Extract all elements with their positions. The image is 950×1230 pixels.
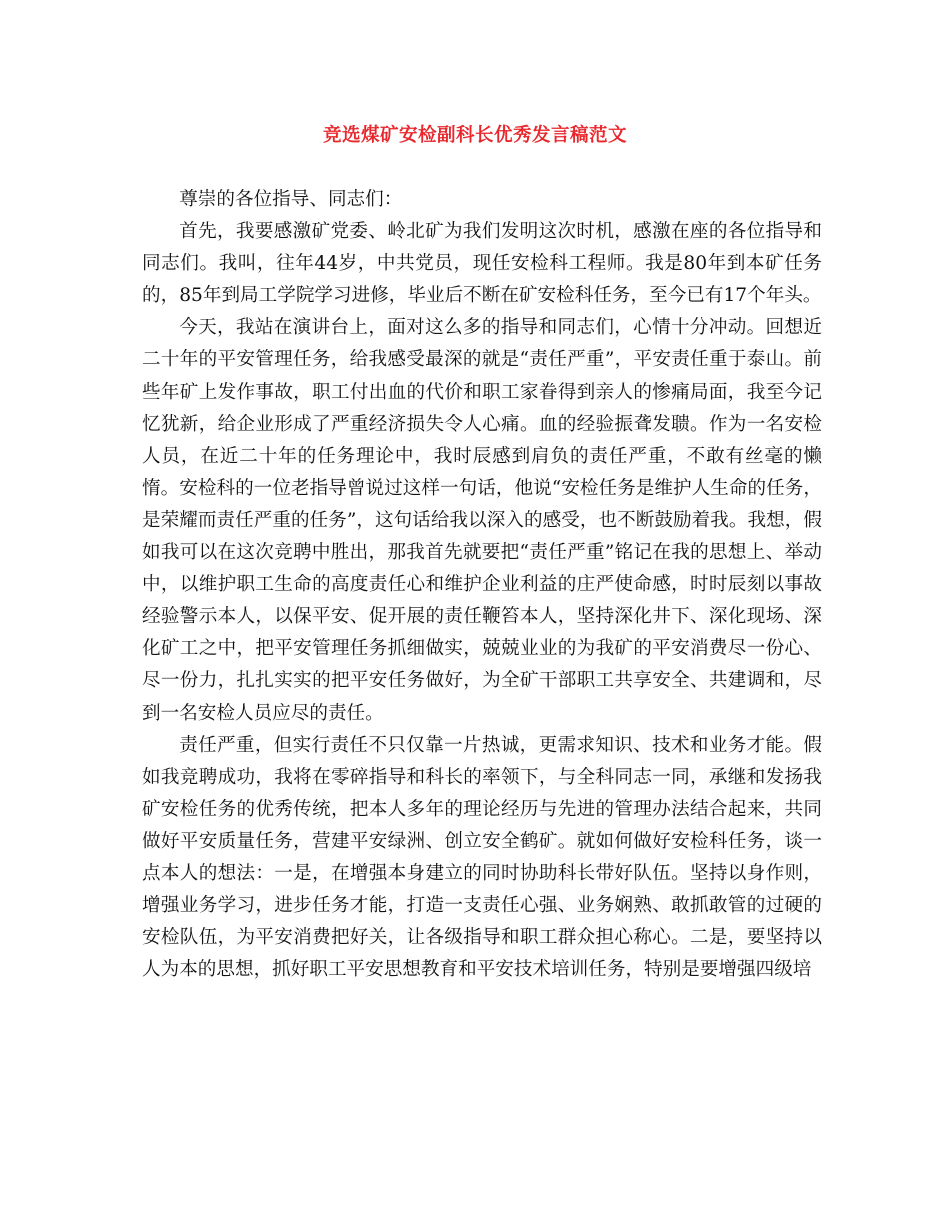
paragraph-salutation: 尊崇的各位指导、同志们： xyxy=(179,189,403,210)
paragraph-1: 首先，我要感激矿党委、岭北矿为我们发明这次时机，感激在座的各位指导和同志们。我叫，往年44岁，中共党员，现任安检科工程师。我是80年到本矿任务的，85年到局工学院学习进修，毕业后不断在矿安检科任务，至今已有17个年头。 xyxy=(142,221,822,307)
document-body xyxy=(142,184,822,986)
paragraph-3: 责任严重，但实行责任不只仅靠一片热诚，更需求知识、技术和业务才能。假如我竞聘成功，我将在零碎指导和科长的率领下，与全科同志一同，承继和发扬我矿安检任务的优秀传统，把本人多年的理论经历与先进的管理办法结合起来，共同做好平安质量任务，营建平安绿洲、创立安全鹤矿。就如何做好安检科任务，谈一点本人的想法：一是，在增强本身建立的同时协助科长带好队伍。坚持以身作则，增强业务学习，进步任务才能，打造一支责任心强、业务娴熟、敢抓敢管的过硬的安检队伍，为平安消费把好关，让各级指导和职工群众担心称心。二是，要坚持以人为本的思想，抓好职工平安思想教育和平安技术培训任务，特别是要增强四级培 xyxy=(142,734,822,981)
document-title: 竞选煤矿安检副科长优秀发言稿范文 xyxy=(322,125,627,146)
paragraph-2: 今天，我站在演讲台上，面对这么多的指导和同志们，心情十分冲动。回想近二十年的平安管理任务，给我感受最深的就是“责任严重”，平安责任重于泰山。前些年矿上发作事故，职工付出血的代价和职工家眷得到亲人的惨痛局面，我至今记忆犹新，给企业形成了严重经济损失令人心痛。血的经验振聋发聩。作为一名安检人员，在近二十年的任务理论中，我时辰感到肩负的责任严重，不敢有丝毫的懒惰。安检科的一位老指导曾说过这样一句话，他说“安检任务是维护人生命的任务，是荣耀而责任严重的任务”，这句话给我以深入的感受，也不断鼓励着我。我想，假如我可以在这次竞聘中胜出，那我首先就要把“责任严重”铭记在我的思想上、举动中，以维护职工生命的高度责任心和维护企业利益的庄严使命感，时时辰刻以事故经验警示本人，以保平安、促开展的责任鞭笞本人，坚持深化井下、深化现场、深化矿工之中，把平安管理任务抓细做实，兢兢业业的为我矿的平安消费尽一份心、尽一份力，扎扎实实的把平安任务做好，为全矿干部职工共享安全、共建调和，尽到一名安检人员应尽的责任。 xyxy=(142,317,822,724)
